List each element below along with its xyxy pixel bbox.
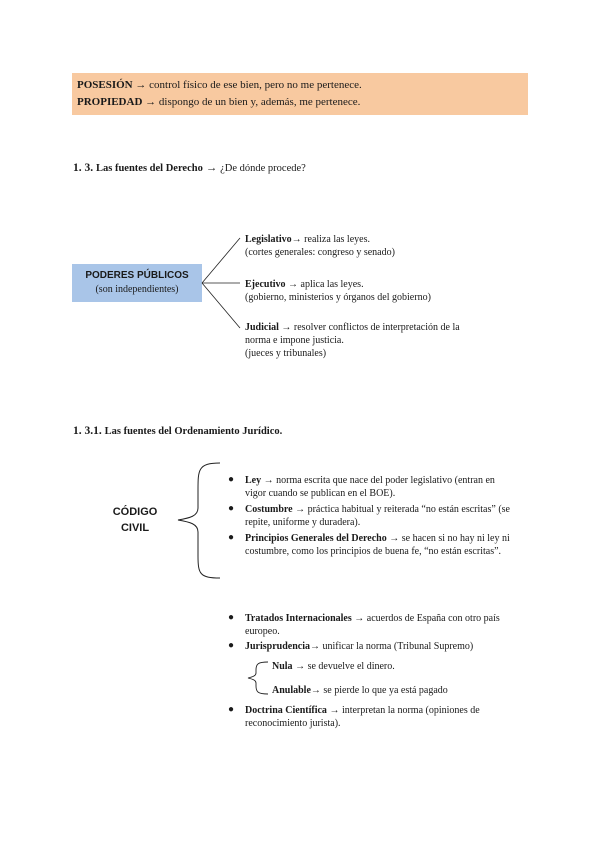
bullet-dot: ●: [228, 640, 235, 651]
codigo-civil-brace: [178, 463, 220, 578]
codigo-civil-label: CÓDIGO CIVIL: [112, 506, 158, 534]
source-tratados: Tratados Internacionales → acuerdos de España con otro país europeo.: [245, 613, 500, 637]
source-ley: Ley → norma escrita que nace del poder legislativo (entran en vigor cuando se publican en el BOE).: [245, 475, 495, 499]
section-13-heading: 1. 3. Las fuentes del Derecho → ¿De dónde procede?: [73, 162, 306, 174]
line-to-legislativo: [202, 238, 240, 283]
branch-ejecutivo: Ejecutivo → aplica las leyes. (gobierno, ministerios y órganos del gobierno): [245, 279, 431, 303]
bullet-dot: ●: [228, 612, 235, 623]
source-costumbre: Costumbre → práctica habitual y reiterada “no están escritas” (se repite, uniforme y duradera).: [245, 504, 510, 528]
line-to-judicial: [202, 283, 240, 328]
bullet-dot: ●: [228, 704, 235, 715]
source-jurisprudencia: Jurisprudencia→ unificar la norma (Tribunal Supremo): [245, 641, 474, 652]
jurisprudencia-brace: [248, 662, 268, 694]
propiedad-definition: PROPIEDAD → dispongo de un bien y, además, me pertenece.: [77, 96, 361, 108]
source-doctrina: Doctrina Científica → interpretan la norma (opiniones de reconocimiento jurista).: [245, 705, 480, 729]
poderes-title: PODERES PÚBLICOS: [85, 270, 189, 281]
branch-legislativo: Legislativo→ realiza las leyes. (cortes generales: congreso y senado): [245, 234, 395, 258]
branch-judicial: Judicial → resolver conflictos de interpretación de la norma e impone justicia. (jueces y tribunales): [245, 322, 460, 359]
posesion-definition: POSESIÓN → control físico de ese bien, pero no me pertenece.: [77, 79, 362, 91]
bullet-dot: ●: [228, 532, 235, 543]
jurisprudencia-nula: Nula → se devuelve el dinero.: [272, 661, 395, 672]
source-principios: Principios Generales del Derecho → se hacen si no hay ni ley ni costumbre, como los principios de buena fe, “no están escritas”.: [245, 533, 510, 557]
jurisprudencia-anulable: Anulable→ se pierde lo que ya está pagado: [272, 685, 448, 696]
section-131-heading: 1. 3.1. Las fuentes del Ordenamiento Jurídico.: [73, 425, 283, 437]
bullet-dot: ●: [228, 503, 235, 514]
bullet-dot: ●: [228, 474, 235, 485]
poderes-subtitle: (son independientes): [95, 284, 179, 295]
